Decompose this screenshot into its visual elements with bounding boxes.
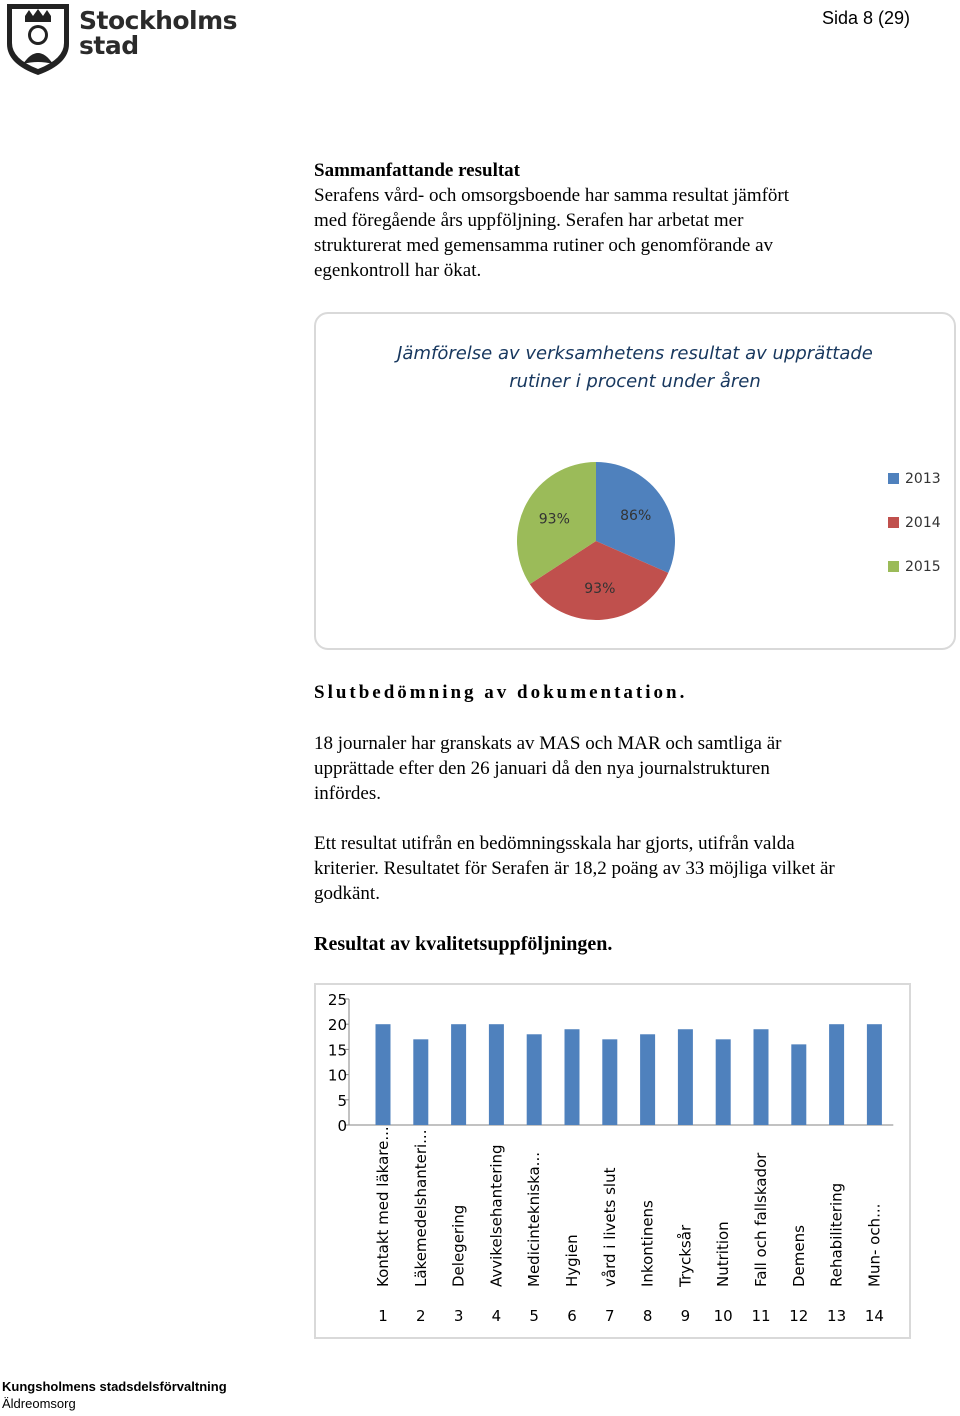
- footer-department: Äldreomsorg: [2, 1396, 76, 1411]
- legend-label: 2015: [905, 559, 941, 575]
- category-label: Hygien: [563, 1234, 581, 1287]
- city-crest-icon: [5, 2, 71, 76]
- paragraph-line: Ett resultat utifrån en bedömningsskala har gjorts, utifrån valda: [314, 833, 795, 854]
- x-tick-label: 8: [642, 1307, 653, 1325]
- y-tick-label: 0: [337, 1117, 347, 1135]
- legend-label: 2014: [905, 515, 941, 531]
- bar-2: [413, 1039, 428, 1125]
- category-label: Demens: [789, 1225, 808, 1287]
- pie-data-label: 93%: [584, 581, 616, 598]
- summary-line: Serafens vård- och omsorgsboende har samma resultat jämfört: [314, 185, 790, 206]
- paragraph-line: kriterier. Resultatet för Serafen är 18,2 poäng av 33 möjliga vilket är: [314, 858, 835, 879]
- logo-text-line1: Stockholms: [79, 6, 238, 35]
- documentation-paragraph-1: [314, 731, 924, 806]
- category-label: Nutrition: [714, 1221, 733, 1287]
- paragraph-line: godkänt.: [314, 883, 380, 904]
- documentation-paragraph-2: [314, 831, 924, 906]
- category-label: Rehabilitering: [827, 1182, 846, 1287]
- x-tick-label: 6: [567, 1307, 577, 1325]
- paragraph-line: upprättade efter den 26 januari då den nya journalstrukturen: [314, 758, 770, 779]
- documentation-heading: Slutbedömning av dokumentation.: [314, 682, 688, 703]
- bar-11: [754, 1029, 769, 1125]
- legend-swatch: [888, 517, 899, 528]
- pie-title-line2: rutiner i procent under åren: [509, 371, 761, 392]
- category-label: Trycksår: [676, 1224, 695, 1287]
- category-label: Inkontinens: [638, 1200, 657, 1287]
- documentation-section: [314, 680, 924, 705]
- bar-10: [716, 1039, 731, 1125]
- bar-3: [451, 1024, 466, 1125]
- summary-line: med föregående års uppföljning. Serafen har arbetat mer: [314, 210, 744, 231]
- footer-organization: Kungsholmens stadsdelsförvaltning: [2, 1379, 227, 1394]
- legend-swatch: [888, 561, 899, 572]
- legend-item-2013: [888, 471, 941, 487]
- category-label: Avvikelsehantering: [487, 1144, 506, 1287]
- y-tick-label: 5: [337, 1091, 347, 1110]
- bar-7: [602, 1039, 617, 1125]
- pie-data-label: 93%: [538, 511, 570, 528]
- y-tick-label: 25: [327, 991, 347, 1009]
- x-tick-label: 2: [416, 1307, 426, 1325]
- x-tick-label: 11: [751, 1307, 771, 1325]
- pie-data-label: 86%: [620, 508, 652, 525]
- x-tick-label: 12: [789, 1307, 809, 1325]
- bar-6: [565, 1029, 580, 1125]
- category-label: Mun- och...: [865, 1203, 884, 1287]
- bar-12: [791, 1044, 806, 1125]
- legend-swatch: [888, 473, 899, 484]
- stockholms-stad-logo: [5, 2, 238, 77]
- summary-heading: Sammanfattande resultat: [314, 160, 521, 181]
- x-tick-label: 10: [713, 1307, 733, 1325]
- bar-4: [489, 1024, 504, 1125]
- x-tick-label: 1: [378, 1307, 388, 1325]
- category-label: Fall och fallskador: [752, 1152, 770, 1287]
- category-label: Läkemedelshanteri...: [411, 1129, 430, 1287]
- y-tick-label: 20: [327, 1016, 347, 1035]
- footer: [2, 1378, 227, 1412]
- bar-chart: [316, 985, 911, 1339]
- pie-chart: [316, 314, 956, 650]
- paragraph-line: 18 journaler har granskats av MAS och MAR och samtliga är: [314, 733, 782, 754]
- category-label: Medicintekniska...: [525, 1152, 544, 1287]
- bar-13: [829, 1024, 844, 1125]
- x-tick-label: 5: [529, 1307, 539, 1325]
- summary-line: egenkontroll har ökat.: [314, 260, 482, 281]
- legend-item-2015: [888, 559, 941, 575]
- bar-1: [376, 1024, 391, 1125]
- x-tick-label: 9: [680, 1307, 691, 1325]
- paragraph-line: infördes.: [314, 783, 382, 804]
- pie-title-line1: Jämförelse av verksamhetens resultat av upprättade: [397, 343, 873, 364]
- pie-chart-container: [314, 312, 956, 650]
- bar-8: [640, 1034, 655, 1125]
- quality-heading: Resultat av kvalitetsuppföljningen.: [314, 933, 613, 955]
- legend-label: 2013: [905, 471, 941, 487]
- category-label: vård i livets slut: [600, 1167, 619, 1287]
- x-tick-label: 3: [453, 1307, 464, 1325]
- summary-section: [314, 158, 924, 283]
- bar-14: [867, 1024, 882, 1125]
- y-tick-label: 15: [327, 1041, 347, 1060]
- x-tick-label: 4: [491, 1307, 502, 1325]
- legend-item-2014: [888, 515, 941, 531]
- logo-text-line2: stad: [79, 31, 139, 60]
- bar-chart-container: [314, 983, 911, 1339]
- y-tick-label: 10: [327, 1066, 347, 1085]
- page-number: Sida 8 (29): [821, 8, 910, 28]
- bar-9: [678, 1029, 693, 1125]
- category-label: Kontakt med läkare...: [374, 1126, 392, 1287]
- x-tick-label: 14: [864, 1307, 884, 1325]
- x-tick-label: 7: [605, 1307, 615, 1325]
- bar-5: [527, 1034, 542, 1125]
- category-label: Delegering: [449, 1204, 468, 1287]
- x-tick-label: 13: [827, 1307, 847, 1325]
- summary-line: strukturerat med gemensamma rutiner och genomförande av: [314, 235, 773, 256]
